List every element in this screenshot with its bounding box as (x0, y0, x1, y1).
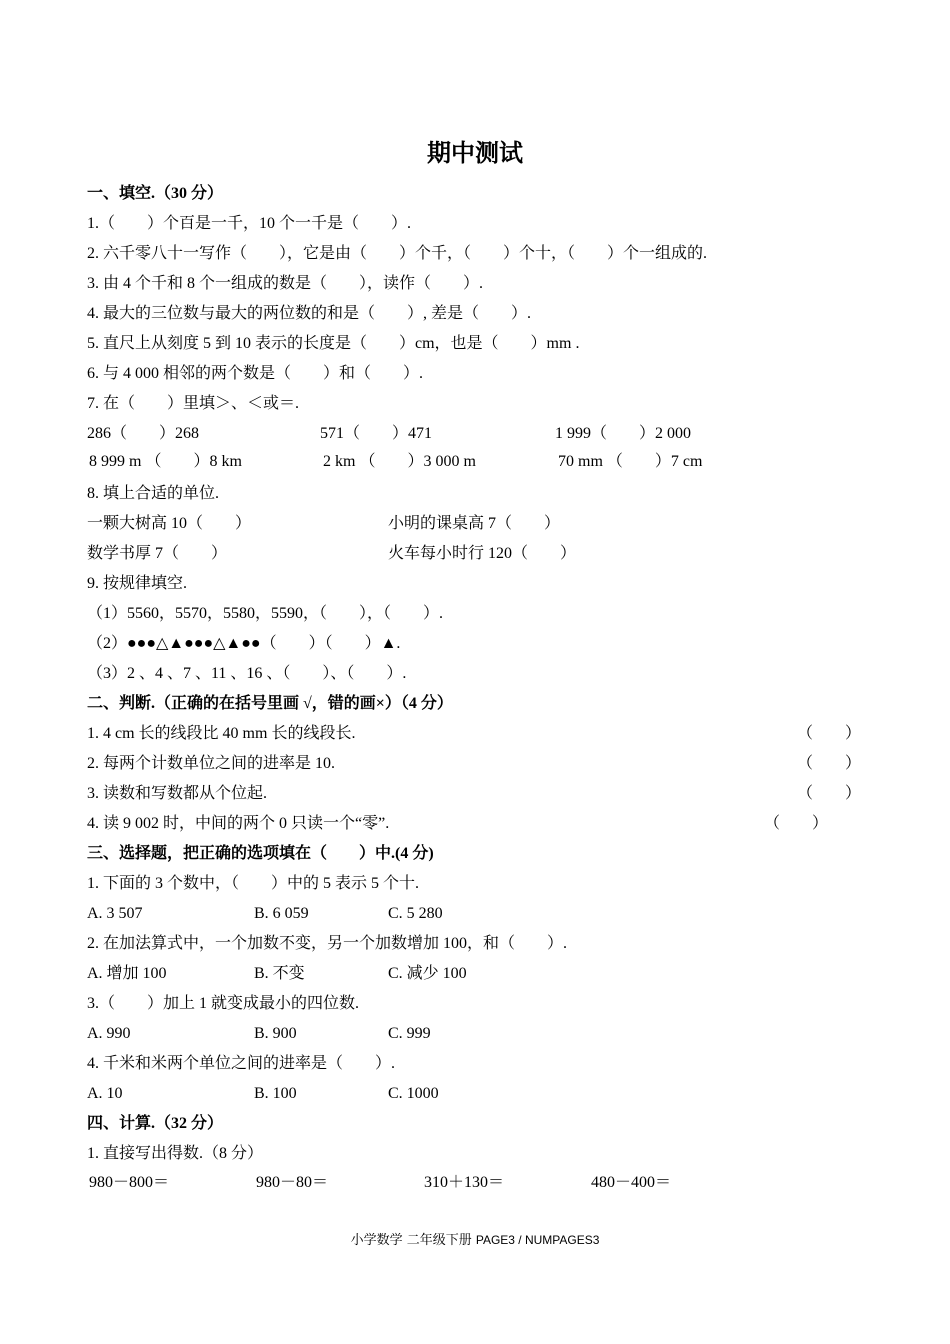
s3-question-1: 1. 下面的 3 个数中，（ ）中的 5 表示 5 个十. (87, 875, 420, 892)
option-a: A. 990 (87, 1025, 131, 1042)
s2-question-3: 3. 读数和写数都从个位起. (87, 785, 268, 802)
s1-question-4: 4. 最大的三位数与最大的两位数的和是（ ）, 差是（ ）. (87, 305, 532, 322)
s1-question-1: 1.（ ）个百是一千，10 个一千是（ ）. (87, 215, 412, 232)
answer-paren: （ ） (764, 815, 829, 832)
option-b: B. 900 (254, 1025, 297, 1042)
calc-item: 480－400＝ (591, 1174, 672, 1191)
option-a: A. 增加 100 (87, 965, 167, 982)
s4-question-1: 1. 直接写出得数.（8 分） (87, 1145, 264, 1162)
unit-item: 一颗大树高 10（ ） (87, 515, 252, 532)
option-c: C. 5 280 (388, 905, 443, 922)
pattern-item-1: （1）5560，5570，5580，5590，（ ），（ ）. (87, 605, 444, 622)
pattern-item-3: （3）2 、4 、7 、11 、16 、（ ）、（ ）. (87, 665, 407, 682)
s2-question-1: 1. 4 cm 长的线段比 40 mm 长的线段长. (87, 725, 356, 742)
unit-item: 小明的课桌高 7（ ） (388, 515, 561, 532)
option-a: A. 3 507 (87, 905, 143, 922)
s1-question-8: 8. 填上合适的单位. (87, 485, 220, 502)
s1-question-9: 9. 按规律填空. (87, 575, 188, 592)
answer-paren: （ ） (797, 725, 862, 742)
section-1-heading: 一、填空.（30 分） (87, 185, 224, 202)
s1-question-7: 7. 在（ ）里填＞、＜或＝. (87, 395, 300, 412)
s3-question-3: 3.（ ）加上 1 就变成最小的四位数. (87, 995, 360, 1012)
s2-question-4: 4. 读 9 002 时，中间的两个 0 只读一个“零”. (87, 815, 390, 832)
s3-question-4: 4. 千米和米两个单位之间的进率是（ ）. (87, 1055, 396, 1072)
compare-item: 1 999（ ）2 000 (555, 425, 692, 442)
option-c: C. 999 (388, 1025, 431, 1042)
compare-item: 286（ ）268 (87, 425, 200, 442)
compare-item: 2 km （ ）3 000 m (323, 453, 476, 470)
option-b: B. 6 059 (254, 905, 309, 922)
section-2-heading: 二、判断.（正确的在括号里画 √，错的画×）（4 分） (87, 695, 453, 712)
s1-question-6: 6. 与 4 000 相邻的两个数是（ ）和（ ）. (87, 365, 424, 382)
unit-item: 火车每小时行 120（ ） (388, 545, 577, 562)
option-c: C. 减少 100 (388, 965, 467, 982)
answer-paren: （ ） (797, 755, 862, 772)
s3-question-2: 2. 在加法算式中，一个加数不变，另一个加数增加 100，和（ ）. (87, 935, 568, 952)
page-number: PAGE3 / NUMPAGES3 (475, 1233, 600, 1247)
compare-item: 70 mm （ ）7 cm (558, 453, 703, 470)
calc-item: 310＋130＝ (424, 1174, 505, 1191)
option-c: C. 1000 (388, 1085, 439, 1102)
answer-paren: （ ） (797, 785, 862, 802)
s2-question-2: 2. 每两个计数单位之间的进率是 10. (87, 755, 336, 772)
section-3-heading: 三、选择题，把正确的选项填在（ ）中.(4 分) (87, 845, 434, 862)
section-4-heading: 四、计算.（32 分） (87, 1115, 224, 1132)
s1-question-3: 3. 由 4 个千和 8 个一组成的数是（ ），读作（ ）. (87, 275, 484, 292)
page-footer (0, 1229, 950, 1248)
unit-item: 数学书厚 7（ ） (87, 545, 228, 562)
pattern-item-2: （2）●●●△▲●●●△▲●●（ ）（ ）▲. (87, 635, 401, 652)
option-a: A. 10 (87, 1085, 123, 1102)
page-title: 期中测试 (427, 141, 523, 167)
option-b: B. 100 (254, 1085, 297, 1102)
calc-item: 980－800＝ (89, 1174, 170, 1191)
compare-item: 571（ ）471 (320, 425, 433, 442)
s1-question-2: 2. 六千零八十一写作（ ），它是由（ ）个千，（ ）个十，（ ）个一组成的. (87, 245, 708, 262)
s1-question-5: 5. 直尺上从刻度 5 到 10 表示的长度是（ ）cm，也是（ ）mm . (87, 335, 580, 352)
option-b: B. 不变 (254, 965, 305, 982)
compare-item: 8 999 m （ ）8 km (89, 453, 242, 470)
footer-text: 小学数学 二年级下册 (350, 1233, 472, 1248)
calc-item: 980－80＝ (256, 1174, 329, 1191)
